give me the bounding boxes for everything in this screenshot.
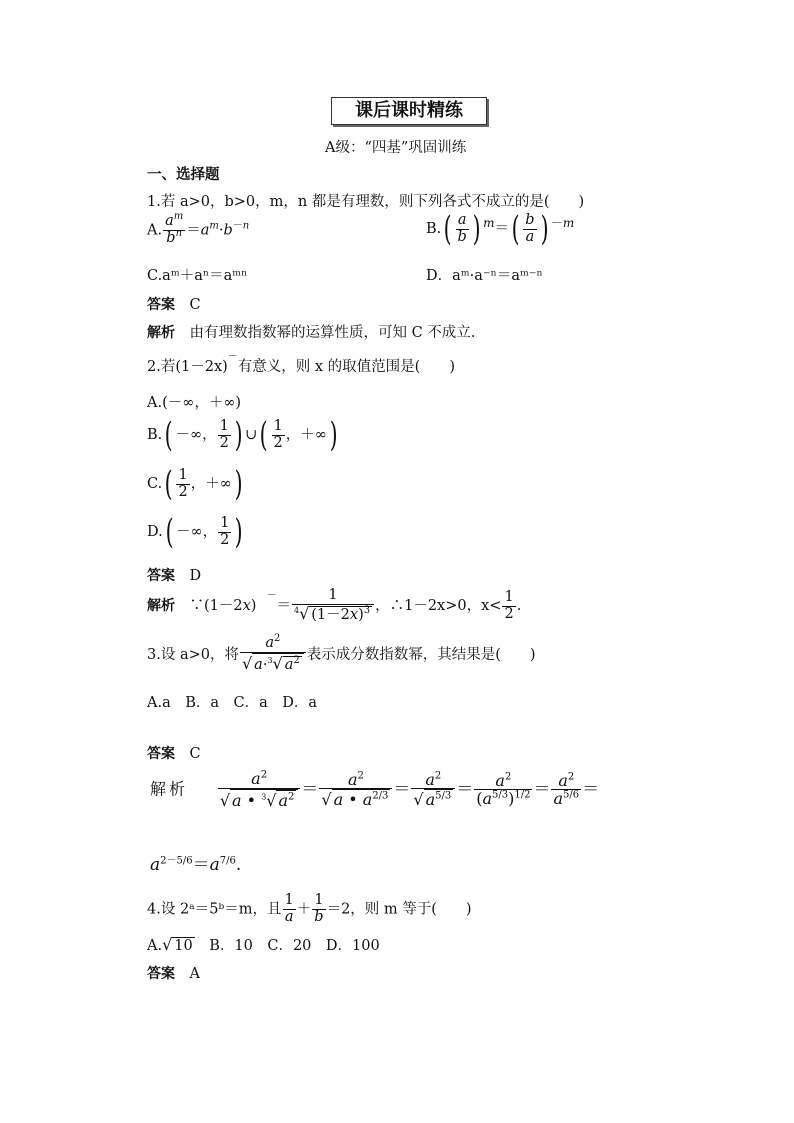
q3-analysis: 解析 $\frac{a^2}{√ a • ^3√ a^2}$ ＝ $\frac{a^2}{√ a • a^{2/3}}$ ＝ $\frac{a^2}{√ a^{5/3}}$ ＝ $\frac{a^2}{(a^{5/3})^{1/2}}$ ＝ $\frac{a^2}{a^{5/6}}$ ＝ bbox=[150, 769, 600, 810]
q1-analysis: 解析 由有理数指数幂的运算性质，可知 C 不成立. bbox=[147, 325, 476, 341]
q2-answer: 答案 D bbox=[147, 568, 202, 584]
level-heading: A级：“四基”巩固训练 bbox=[325, 140, 467, 156]
q2-option-a: A.(－∞，＋∞) bbox=[147, 395, 242, 411]
q4-stem: 4.设 2ᵃ＝5ᵇ＝m，且 $\frac{1}{a}$ ＋ $\frac{1}{b}$ ＝2，则 m 等于( ) bbox=[147, 892, 472, 925]
q1-stem: 1.若 a>0，b>0，m，n 都是有理数，则下列各式不成立的是( ) bbox=[147, 194, 585, 210]
q4-answer: 答案 A bbox=[147, 966, 200, 982]
q2-analysis: 解析 ∵(1－2x) －＝ $\frac{1}{^4√ (1-2x)^3}$ ，∴1－2x>0，x< $\frac{1}{2}$ . bbox=[147, 587, 522, 623]
q1-option-a: A. $\frac{a^m}{b^n}$ $=a^m\cdot b^{-n}$ bbox=[147, 211, 250, 246]
section-heading: 一、选择题 bbox=[147, 166, 220, 183]
q2-option-b: B.( －∞， $\frac{1}{2}$ ) ∪( $\frac{1}{2}$ ，＋∞) bbox=[147, 415, 338, 455]
q2-option-d: D.( －∞， $\frac{1}{2}$ ) bbox=[147, 512, 243, 552]
q3-options: A.a B．a C．a D．a bbox=[147, 695, 318, 711]
q2-stem: 2.若(1－2x)－有意义，则 x 的取值范围是( ) bbox=[147, 351, 455, 375]
q3-answer: 答案 C bbox=[147, 746, 201, 762]
q1-answer: 答案 C bbox=[147, 297, 201, 313]
q1-option-c: C.aᵐ＋aⁿ＝aᵐⁿ bbox=[147, 268, 248, 284]
q4-options: A.√ 10 B．10 C．20 D．100 bbox=[147, 935, 380, 954]
q2-option-c: C.( $\frac{1}{2}$ ，＋∞) bbox=[147, 464, 243, 504]
q3-stem: 3.设 a>0，将 $\frac{a^2}{√ a\cdot^3√ a^2}$ 表示成分数指数幂，其结果是( ) bbox=[147, 633, 536, 673]
page-title: 课后课时精练 bbox=[331, 97, 487, 125]
q1-option-d: D．aᵐ·a⁻ⁿ＝aᵐ⁻ⁿ bbox=[426, 268, 543, 284]
q1-option-b: B.( $\frac{a}{b}$ ) $^m$＝( $\frac{b}{a}$ ) $^{-m}$ bbox=[426, 209, 575, 249]
q3-analysis-result: $a^{2-5/6}=a^{7/6}$. bbox=[150, 855, 242, 875]
